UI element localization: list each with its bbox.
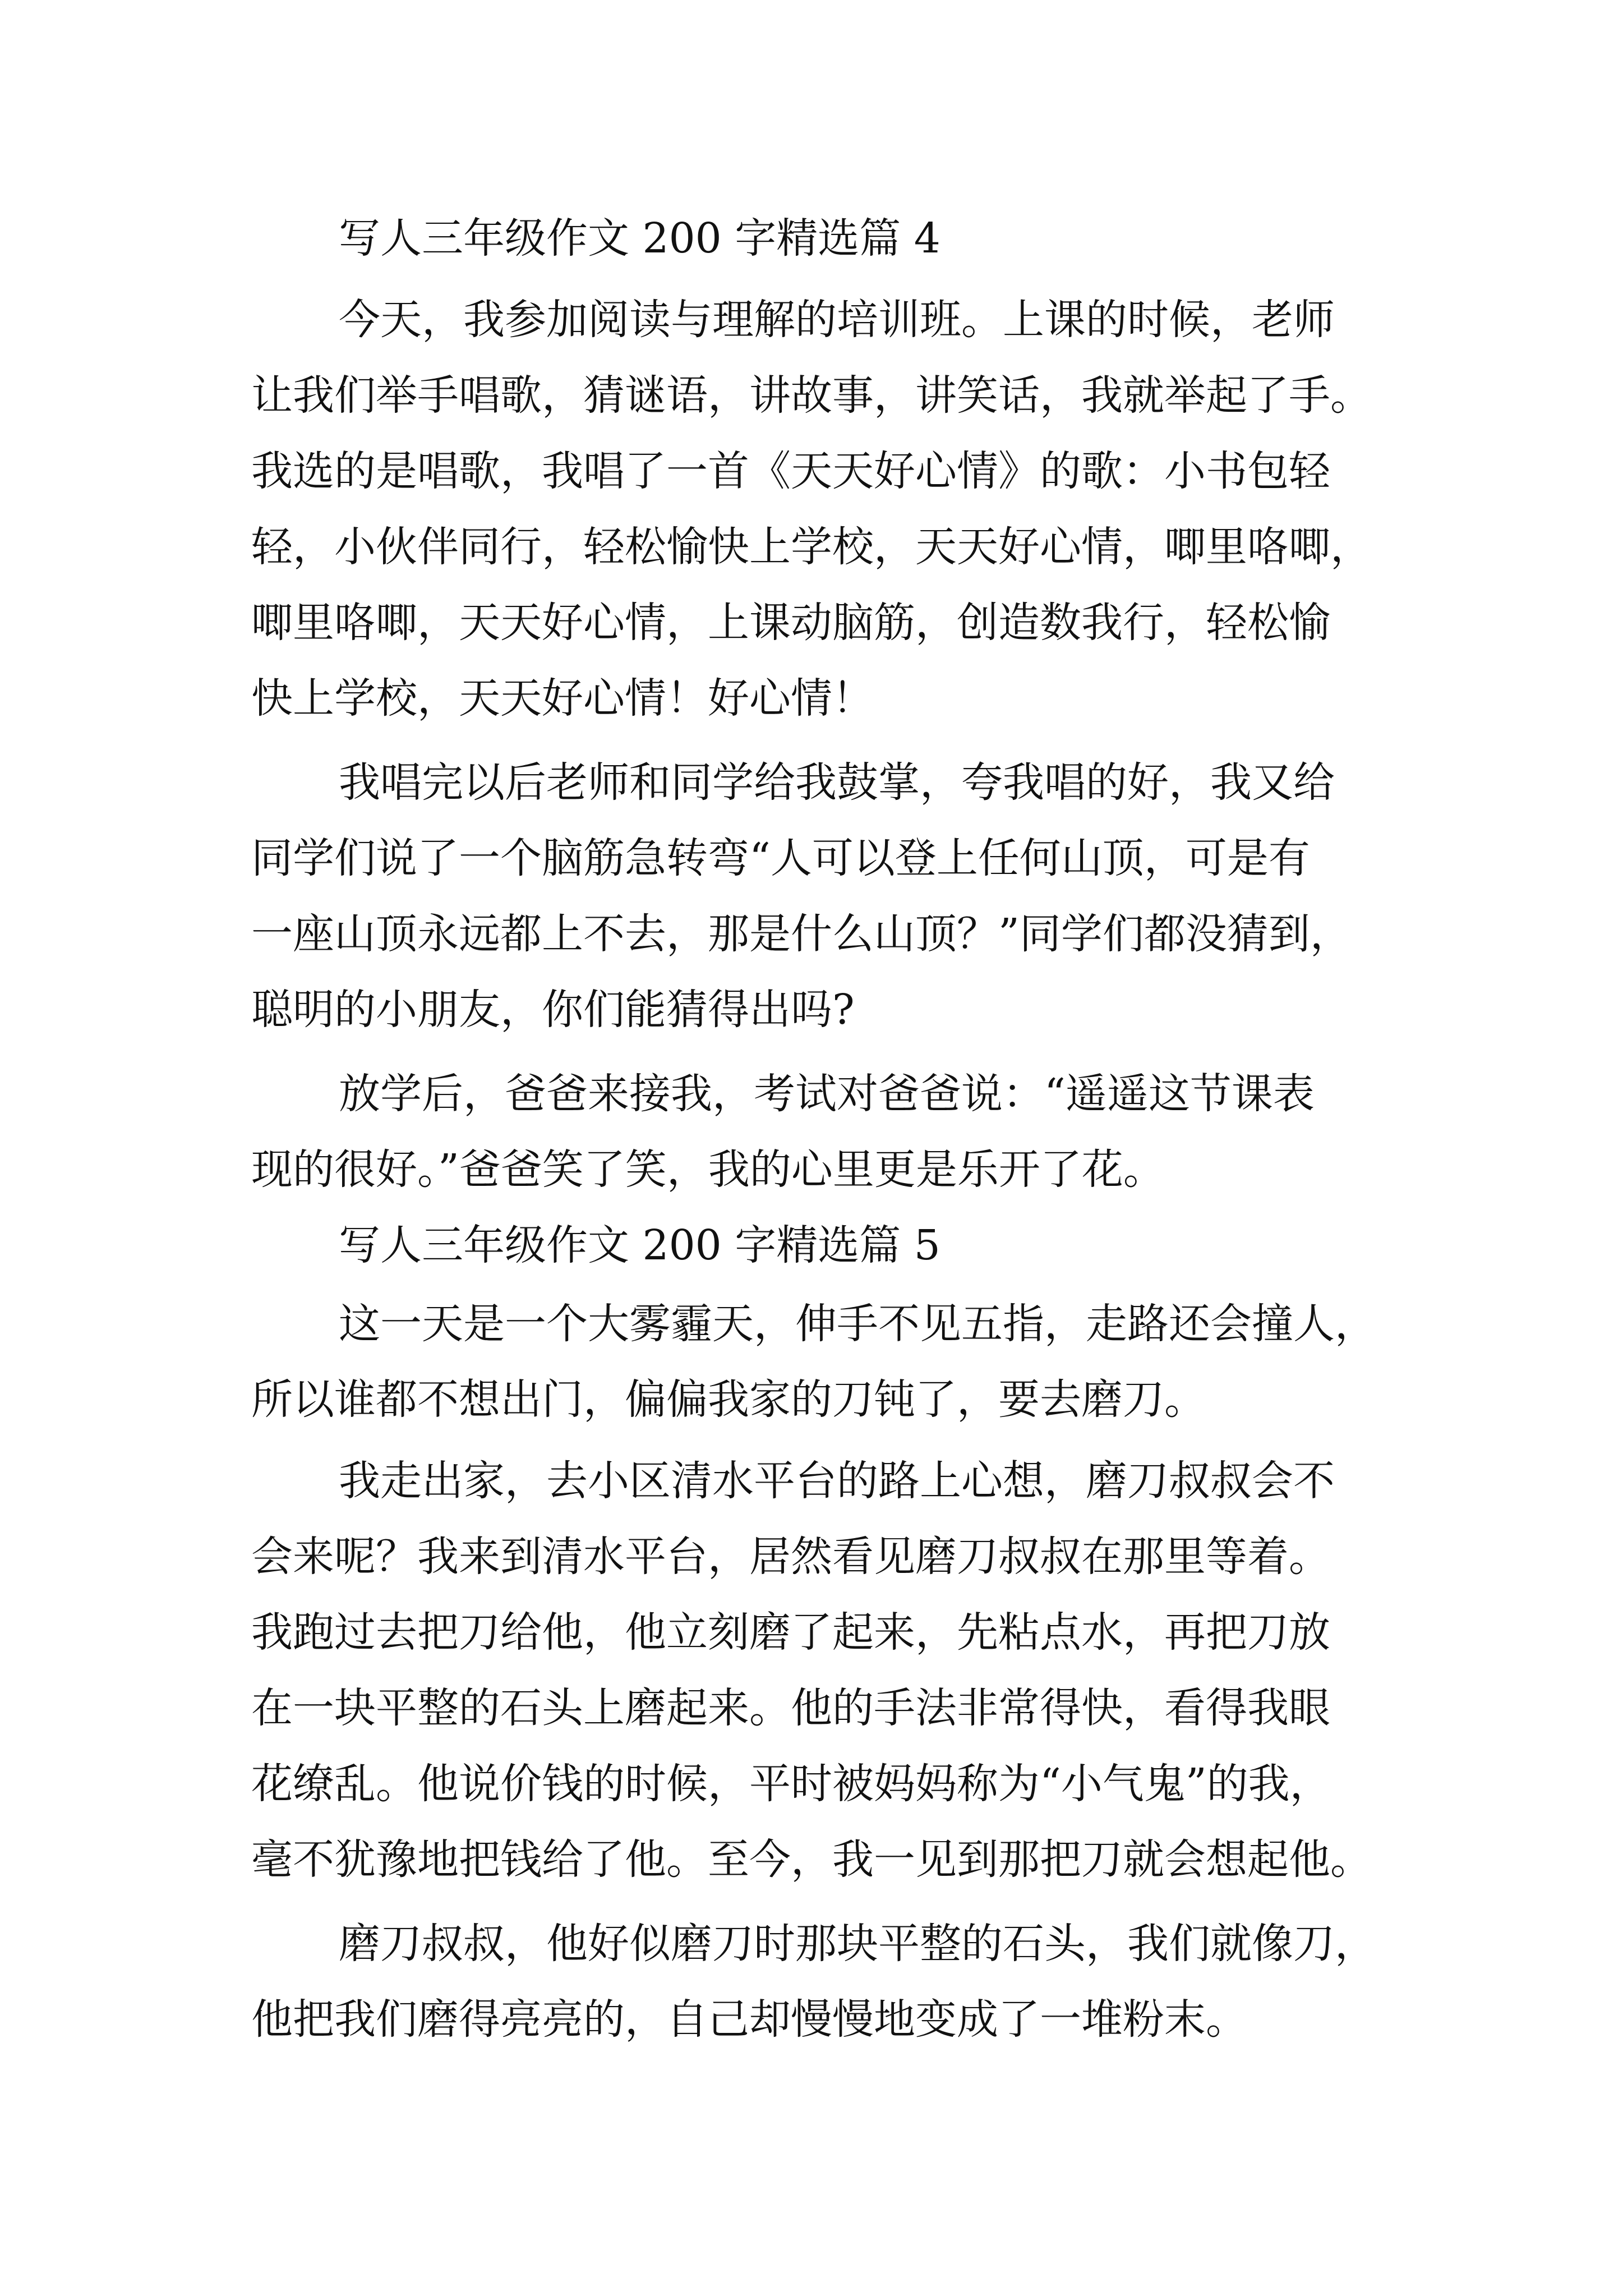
paragraph-line: 在一块平整的石头上磨起来。他的手法非常得快，看得我眼 [251, 1684, 1330, 1732]
paragraph-line: 放学后，爸爸来接我，考试对爸爸说：“遥遥这节课表 [339, 1070, 1315, 1118]
paragraph-line: 磨刀叔叔，他好似磨刀时那块平整的石头，我们就像刀， [339, 1920, 1376, 1968]
paragraph-line: 他把我们磨得亮亮的，自己却慢慢地变成了一堆粉末。 [251, 1995, 1247, 2044]
paragraph-line: 聪明的小朋友，你们能猜得出吗? [251, 986, 855, 1034]
paragraph-line: 轻，小伙伴同行，轻松愉快上学校，天天好心情，唧里咯唧， [251, 523, 1372, 571]
paragraph-line: 毫不犹豫地把钱给了他。至今，我一见到那把刀就会想起他。 [251, 1835, 1372, 1884]
paragraph-line: 我唱完以后老师和同学给我鼓掌，夸我唱的好，我又给 [339, 758, 1335, 807]
paragraph-line: 让我们举手唱歌，猜谜语，讲故事，讲笑话，我就举起了手。 [251, 371, 1372, 420]
paragraph-line: 现的很好。”爸爸笑了笑，我的心里更是乐开了花。 [251, 1145, 1165, 1194]
paragraph-line: 会来呢？我来到清水平台，居然看见磨刀叔叔在那里等着。 [251, 1533, 1330, 1581]
paragraph-line: 快上学校，天天好心情！好心情！ [251, 674, 874, 723]
paragraph-line: 我选的是唱歌，我唱了一首《天天好心情》的歌：小书包轻 [251, 447, 1330, 495]
paragraph-line: 同学们说了一个脑筋急转弯“人可以登上任何山顶，可是有 [251, 834, 1310, 882]
section-heading-4: 写人三年级作文 200 字精选篇 4 [339, 214, 940, 263]
paragraph-line: 今天，我参加阅读与理解的培训班。上课的时候，老师 [339, 296, 1335, 344]
paragraph-line: 唧里咯唧，天天好心情，上课动脑筋，创造数我行，轻松愉 [251, 599, 1330, 647]
section-heading-5: 写人三年级作文 200 字精选篇 5 [339, 1221, 940, 1269]
paragraph-line: 我走出家，去小区清水平台的路上心想，磨刀叔叔会不 [339, 1457, 1335, 1505]
paragraph-line: 花缭乱。他说价钱的时候，平时被妈妈称为“小气鬼”的我， [251, 1760, 1331, 1808]
paragraph-line: 这一天是一个大雾霾天，伸手不见五指，走路还会撞人， [339, 1300, 1376, 1348]
paragraph-line: 所以谁都不想出门，偏偏我家的刀钝了，要去磨刀。 [251, 1375, 1206, 1424]
paragraph-line: 我跑过去把刀给他，他立刻磨了起来，先粘点水，再把刀放 [251, 1608, 1330, 1657]
paragraph-line: 一座山顶永远都上不去，那是什么山顶？”同学们都没猜到， [251, 910, 1352, 958]
